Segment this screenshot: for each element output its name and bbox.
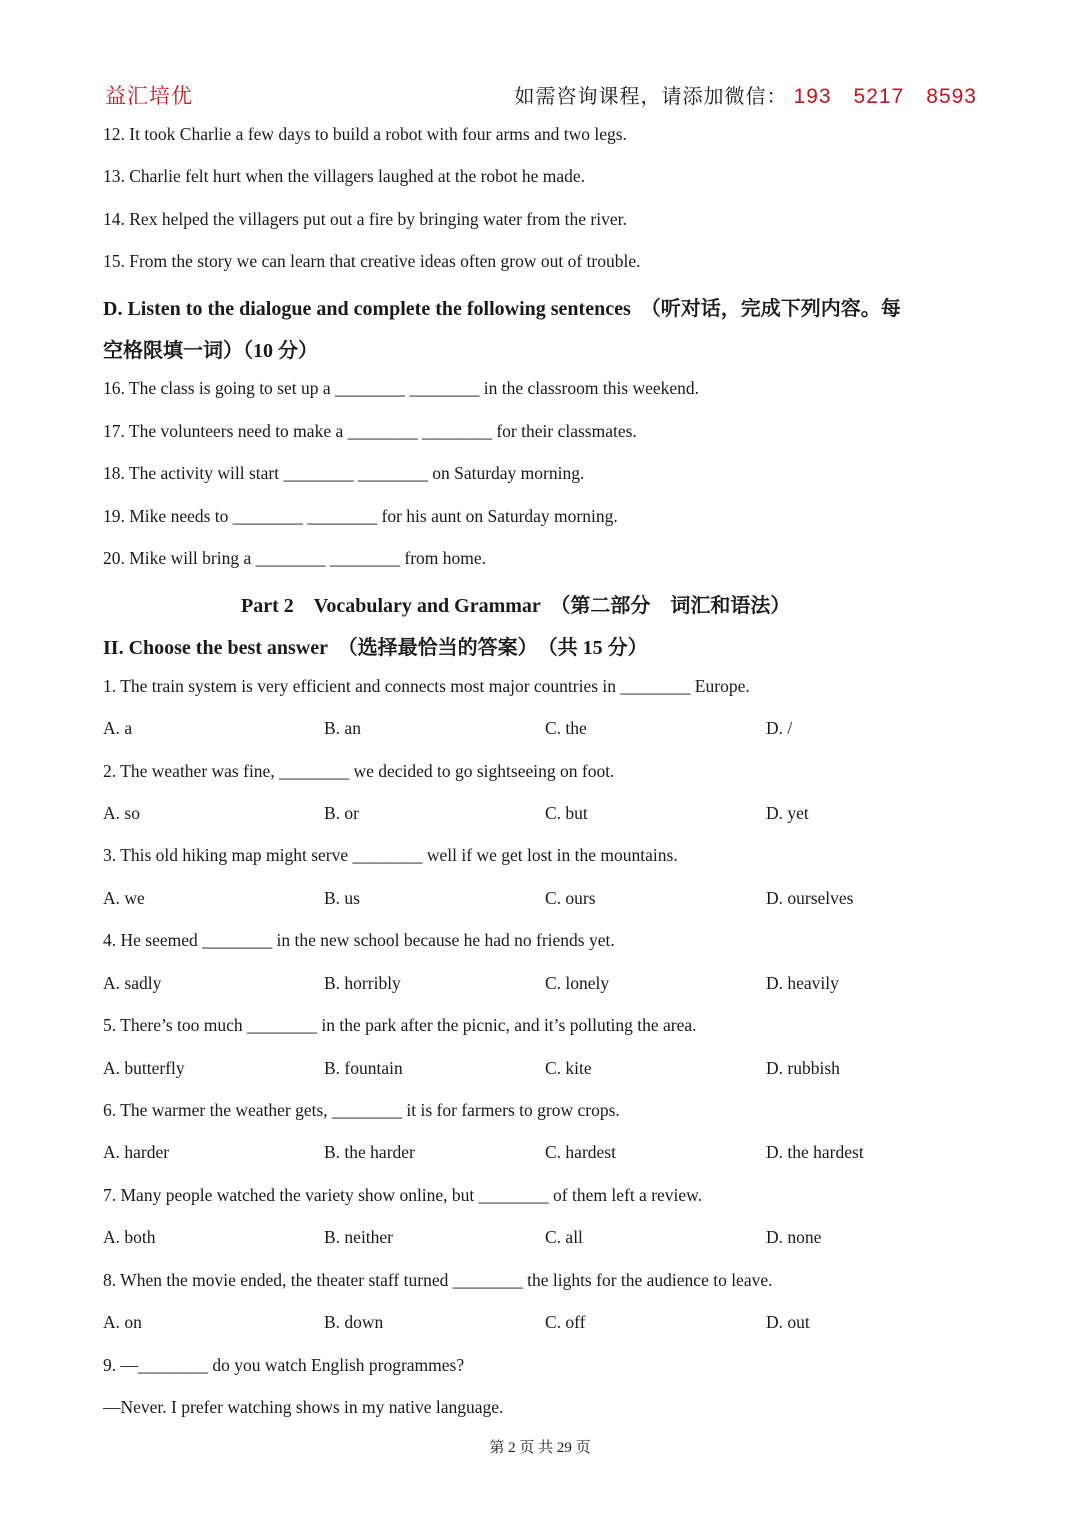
option-c: C. ours xyxy=(545,888,596,908)
question-stem: 8. When the movie ended, the theater staff turned ________ the lights for the audience to leave. xyxy=(103,1270,773,1290)
option-c: C. kite xyxy=(545,1058,592,1078)
list-item: 12. It took Charlie a few days to build a robot with four arms and two legs. xyxy=(103,124,627,144)
question-stem: 7. Many people watched the variety show online, but ________ of them left a review. xyxy=(103,1185,703,1205)
option-c: C. the xyxy=(545,718,587,738)
page-number: 第 2 页 共 29 页 xyxy=(489,1440,591,1456)
option-b: B. fountain xyxy=(324,1058,403,1078)
section-d-heading-cont: 空格限填一词）（10 分） xyxy=(103,340,318,362)
option-c: C. lonely xyxy=(545,973,610,993)
option-a: A. we xyxy=(103,888,145,908)
question-stem: 3. This old hiking map might serve ________ well if we get lost in the mountains. xyxy=(103,845,678,865)
option-c: C. but xyxy=(545,803,588,823)
option-d: D. none xyxy=(766,1227,822,1247)
option-d: D. rubbish xyxy=(766,1058,840,1078)
option-a: A. sadly xyxy=(103,973,162,993)
option-b: B. an xyxy=(324,718,361,738)
option-a: A. on xyxy=(103,1312,142,1332)
question-stem: 5. There’s too much ________ in the park after the picnic, and it’s polluting the area. xyxy=(103,1015,697,1035)
option-a: A. harder xyxy=(103,1142,170,1162)
question-stem: 4. He seemed ________ in the new school because he had no friends yet. xyxy=(103,930,615,950)
option-c: C. off xyxy=(545,1312,586,1332)
option-b: B. us xyxy=(324,888,360,908)
fill-in-item: 20. Mike will bring a ________ ________ from home. xyxy=(103,548,487,568)
option-d: D. out xyxy=(766,1312,810,1332)
section-d-heading: D. Listen to the dialogue and complete the following sentences （听对话，完成下列内容。每 xyxy=(103,298,901,320)
option-b: B. or xyxy=(324,803,359,823)
list-item: 14. Rex helped the villagers put out a fire by bringing water from the river. xyxy=(103,209,627,229)
option-d: D. / xyxy=(766,718,793,738)
option-d: D. the hardest xyxy=(766,1142,864,1162)
option-d: D. yet xyxy=(766,803,809,823)
section-heading: II. Choose the best answer （选择最恰当的答案） （共 15 分） xyxy=(103,637,648,659)
option-a: A. so xyxy=(103,803,140,823)
brand-name: 益汇培优 xyxy=(105,84,193,108)
option-a: A. a xyxy=(103,718,133,738)
question-stem: 1. The train system is very efficient and connects most major countries in ________ Europe. xyxy=(103,676,750,696)
contact-info xyxy=(515,80,977,110)
option-d: D. heavily xyxy=(766,973,839,993)
list-item: 15. From the story we can learn that creative ideas often grow out of trouble. xyxy=(103,251,641,271)
option-a: A. both xyxy=(103,1227,156,1247)
fill-in-item: 19. Mike needs to ________ ________ for his aunt on Saturday morning. xyxy=(103,506,618,526)
option-a: A. butterfly xyxy=(103,1058,185,1078)
fill-in-item: 17. The volunteers need to make a ________ ________ for their classmates. xyxy=(103,421,637,441)
option-b: B. down xyxy=(324,1312,384,1332)
part-title: Part 2 Vocabulary and Grammar （第二部分 词汇和语法） xyxy=(241,595,791,617)
question-stem: 6. The warmer the weather gets, ________ it is for farmers to grow crops. xyxy=(103,1100,620,1120)
fill-in-item: 18. The activity will start ________ ________ on Saturday morning. xyxy=(103,463,585,483)
option-c: C. all xyxy=(545,1227,583,1247)
question-response: —Never. I prefer watching shows in my native language. xyxy=(103,1397,504,1417)
option-c: C. hardest xyxy=(545,1142,616,1162)
option-b: B. horribly xyxy=(324,973,401,993)
question-stem: 9. —________ do you watch English programmes? xyxy=(103,1355,465,1375)
option-d: D. ourselves xyxy=(766,888,854,908)
phone-number: 193 5217 8593 xyxy=(793,85,977,108)
option-b: B. the harder xyxy=(324,1142,415,1162)
contact-label: 如需咨询课程，请添加微信： xyxy=(514,84,788,108)
list-item: 13. Charlie felt hurt when the villagers laughed at the robot he made. xyxy=(103,166,586,186)
fill-in-item: 16. The class is going to set up a ________ ________ in the classroom this weekend. xyxy=(103,378,700,398)
question-stem: 2. The weather was fine, ________ we decided to go sightseeing on foot. xyxy=(103,761,615,781)
option-b: B. neither xyxy=(324,1227,394,1247)
